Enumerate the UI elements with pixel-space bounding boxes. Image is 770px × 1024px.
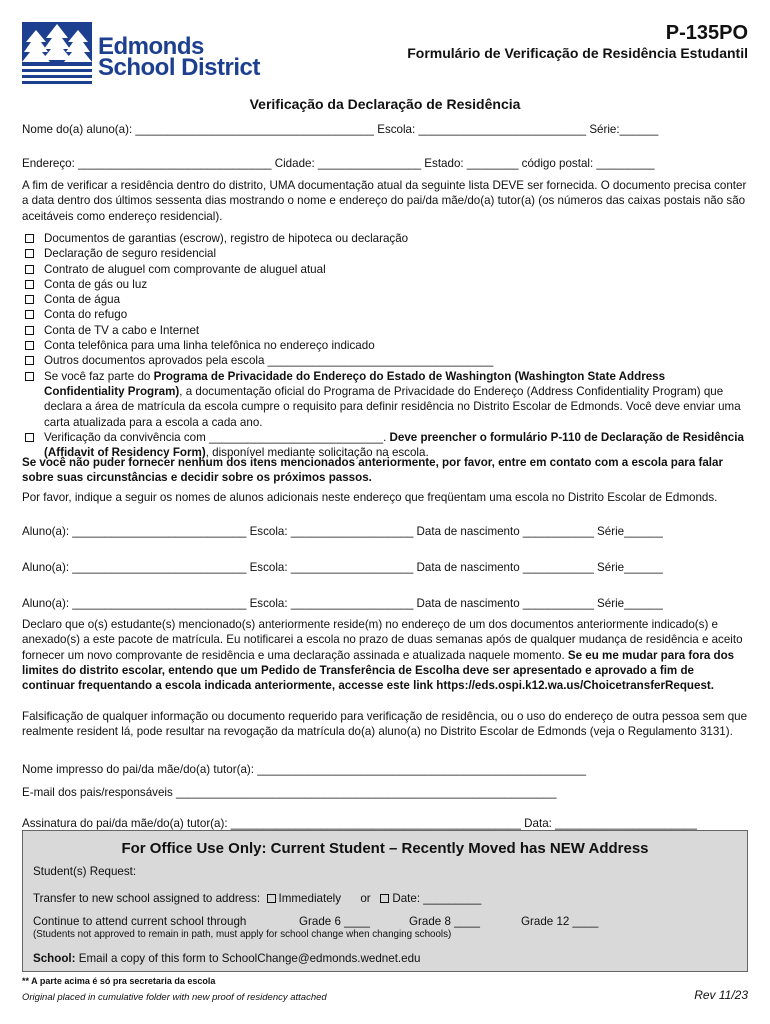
checkbox-icon[interactable]	[25, 356, 34, 365]
checkbox-icon[interactable]	[25, 295, 34, 304]
address-line[interactable]: Endereço: ______________________________ Cidade: ________________ Estado: ________ código postal: _________	[22, 157, 655, 170]
transfer-row: Transfer to new school assigned to address: Immediately or Date: _________	[33, 892, 482, 905]
section-title: Verificação da Declaração de Residência	[249, 96, 521, 112]
falsification-warning: Falsificação de qualquer informação ou documento requerido para verificação de residência, ou o uso do endereço de outra pessoa sem que realmente resident lá, pode resultar na revogação da matrícula do(a) aluno(a) no Distrito Escolar de Edmonds (veja o Regulamento 3131).	[22, 710, 748, 739]
revision-label: Rev 11/23	[694, 988, 748, 1002]
footer-note-secretary: ** A parte acima é só pra secretaria da escola	[22, 976, 216, 986]
district-logo-icon	[22, 22, 92, 84]
checkbox-icon[interactable]	[25, 326, 34, 335]
checkbox-icon[interactable]	[25, 341, 34, 350]
checklist-item[interactable]: Contrato de aluguel com comprovante de aluguel atual	[22, 262, 748, 277]
intro-paragraph: A fim de verificar a residência dentro do distrito, UMA documentação atual da seguinte lista DEVE ser fornecida. O documento precisa conter a data dentro dos últimos sessenta dias mostrando o nome e endereço do pai/da mãe/do(a) tutor(a) (os números das caixas postais não são aceitáveis como endereço residencial).	[22, 179, 747, 223]
continue-row: Continue to attend current school through Grade 6 ____ Grade 8 ____ Grade 12 ____	[33, 915, 599, 928]
district-name-line2: School District	[98, 54, 260, 81]
checklist-item[interactable]: Conta de água	[22, 292, 748, 307]
checklist-item[interactable]: Documentos de garantias (escrow), registro de hipoteca ou declaração	[22, 231, 748, 246]
signature-line[interactable]: Assinatura do pai/da mãe/do(a) tutor(a): _____________________________________________ Data: ______________________	[22, 817, 697, 830]
checklist-item[interactable]: Conta telefônica para uma linha telefônica no endereço indicado	[22, 338, 748, 353]
additional-student-row[interactable]: Aluno(a): ___________________________ Escola: ___________________ Data de nascimento ___________ Série______	[22, 525, 663, 538]
checklist-item[interactable]: Conta do refugo	[22, 307, 748, 322]
checklist-item[interactable]: Declaração de seguro residencial	[22, 246, 748, 261]
district-name-line1: Edmonds	[98, 33, 204, 60]
form-code: P-135PO	[665, 22, 748, 44]
additional-student-row[interactable]: Aluno(a): ___________________________ Escola: ___________________ Data de nascimento ___________ Série______	[22, 597, 663, 610]
checkbox-icon[interactable]	[25, 310, 34, 319]
printed-name-line[interactable]: Nome impresso do pai/da mãe/do(a) tutor(a): ___________________________________________________	[22, 763, 587, 776]
checkbox-icon[interactable]	[25, 433, 34, 442]
additional-students-intro: Por favor, indique a seguir os nomes de alunos adicionais neste endereço que freqüentam uma escola no Distrito Escolar de Edmonds.	[22, 491, 718, 504]
school-instruction: School: Email a copy of this form to SchoolChange@edmonds.wednet.edu	[33, 952, 421, 965]
grade6-field[interactable]: Grade 6 ____	[299, 915, 370, 928]
grade8-field[interactable]: Grade 8 ____	[409, 915, 480, 928]
office-note: (Students not approved to remain in path, must apply for school change when changing schools)	[33, 929, 452, 940]
immediately-checkbox-icon[interactable]	[267, 894, 276, 903]
checklist-item-acp[interactable]: Se você faz parte do Programa de Privacidade do Endereço do Estado de Washington (Washington State Address Confidentiality Program), a documentação oficial do Programa de Privacidade do Endereço (Address Confidentiality Program) que declara a área de matrícula da escola cumpre o requisito para definir residência no Distrito Escolar de Edmonds. Você deve enviar uma carta atualizada para a escola a cada ano.	[22, 369, 748, 430]
office-use-box	[22, 830, 748, 972]
form-title: Formulário de Verificação de Residência Estudantil	[407, 45, 748, 61]
checkbox-icon[interactable]	[25, 280, 34, 289]
footer-note-original: Original placed in cumulative folder with new proof of residency attached	[22, 992, 327, 1003]
checklist-item-cohabitation[interactable]: Verificação da convivência com ___________________________. Deve preencher o formulário P-110 de Declaração de Residência (Affidavit of Residency Form), disponível mediante solicitação na escola.	[22, 430, 748, 461]
date-checkbox-icon[interactable]	[380, 894, 389, 903]
checkbox-icon[interactable]	[25, 372, 34, 381]
checkbox-icon[interactable]	[25, 265, 34, 274]
email-line[interactable]: E-mail dos pais/responsáveis ___________________________________________________________	[22, 786, 557, 799]
checklist-item[interactable]: Outros documentos aprovados pela escola ___________________________________	[22, 353, 748, 368]
declaration-paragraph: Declaro que o(s) estudante(s) mencionado(s) anteriormente reside(m) no endereço de um dos documentos anteriormente indicado(s) e anexado(s) a este pacote de matrícula. Eu notificarei a escola no prazo de duas semanas após de qualquer mudança de residência e aceito fornecer um novo comprovante de residência e uma declaração assinada e atualizada naquele momento. Se eu me mudar para fora dos limites do distrito escolar, entendo que um Pedido de Transferência de Escolha deve ser apresentado e aprovado a fim de continuar frequentando a escola indicada anteriormente, accesse este link https://eds.ospi.k12.wa.us/ChoicetransferRequest.	[22, 618, 743, 693]
checkbox-icon[interactable]	[25, 234, 34, 243]
student-name-line[interactable]: Nome do(a) aluno(a): _____________________________________ Escola: __________________________ Série:______	[22, 123, 659, 136]
checkbox-icon[interactable]	[25, 249, 34, 258]
checklist-item[interactable]: Conta de gás ou luz	[22, 277, 748, 292]
office-use-title: For Office Use Only: Current Student – Recently Moved has NEW Address	[121, 840, 649, 857]
no-documents-notice: Se você não puder fornecer nenhum dos itens mencionados anteriormente, por favor, entre em contato com a escola para falar sobre suas circunstâncias e decidir sobre os próximos passos.	[22, 456, 723, 485]
checklist-item[interactable]: Conta de TV a cabo e Internet	[22, 323, 748, 338]
document-checklist	[22, 231, 748, 460]
students-request-label: Student(s) Request:	[33, 865, 137, 878]
grade12-field[interactable]: Grade 12 ____	[521, 915, 599, 928]
district-name	[98, 33, 260, 81]
additional-student-row[interactable]: Aluno(a): ___________________________ Escola: ___________________ Data de nascimento ___________ Série______	[22, 561, 663, 574]
